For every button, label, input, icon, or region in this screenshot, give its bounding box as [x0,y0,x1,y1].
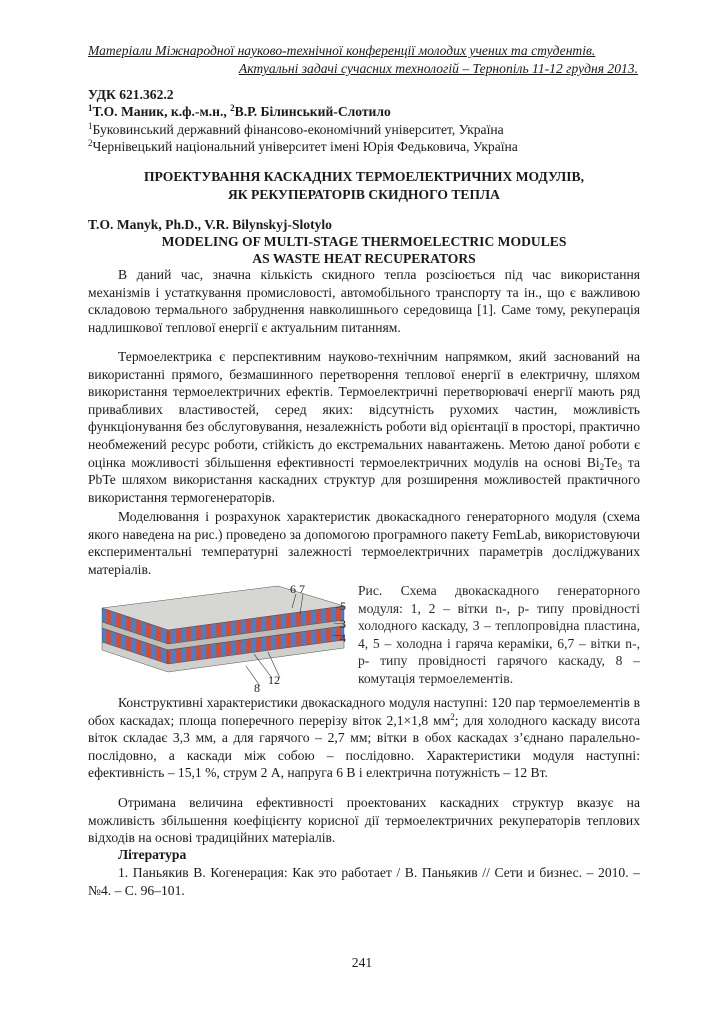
paragraph-intro: В даний час, значна кількість скидного тепла розсіюється під час використання механізмів і устаткування промисловості, автомобільного транспорту та ін., що є важливою складовою термального забруднення навколишнього середовища [1]. Саме тому, рекуперація надлишкової теплової енергії є актуальним питанням. [88,267,640,335]
label-3: 3 [340,617,346,631]
title-en-line1: MODELING OF MULTI-STAGE THERMOELECTRIC MODULES [161,234,567,249]
label-1-2: 12 [268,673,280,687]
authors-en: T.O. Manyk, Ph.D., V.R. Bilynskyj-Slotylo [88,217,332,232]
label-8: 8 [254,681,260,692]
title-ua-line2: ЯК РЕКУПЕРАТОРІВ СКИДНОГО ТЕПЛА [227,187,501,202]
udk-code: УДК 621.362.2 [88,87,174,102]
label-4: 4 [340,631,346,645]
affiliation-2-text: Чернівецький національний університет імені Юрія Федьковича, Україна [92,139,518,154]
author2: В.Р. Білинський-Слотило [234,104,391,119]
affiliation-2 [88,138,518,156]
p2-text-b: Te [604,454,618,470]
literature-title: Література [118,847,187,862]
label-6-7: 6 7 [290,582,305,596]
author1: Т.О. Маник, к.ф.-м.н., [92,104,231,119]
paragraph-characteristics [88,694,640,782]
affiliation-1-number: 1 [88,121,93,131]
author2-number: 2 [230,103,235,113]
title-en-line2: AS WASTE HEAT RECUPERATORS [252,251,476,266]
affiliation-2-number: 2 [88,138,93,148]
affiliation-1-text: Буковинський державний фінансово-економічний університет, Україна [92,122,504,137]
p2-subscript-1: 2 [599,461,605,472]
module-schematic-figure [96,580,348,692]
p4-text-b: ; для холодного каскаду висота віток складає 3,3 мм, а для гарячого – 2,7 мм; вітки в обох каскадах з’єднано паралельно-послідовно, а каскади між собою – послідовно. Характеристики модуля наступні: ефективність – 15,1 %, струм 2 А, напруга 6 В і електрична потужність – 12 Вт. [88,712,640,781]
paragraph-thermoelectrics [88,348,640,506]
figure-caption: Рис. Схема двокаскадного генераторного модуля: 1, 2 – вітки n-, p- типу провідності холодного каскаду, 3 – теплопровідна пластина, 4, 5 – холодна і гаряча кераміки, 6,7 – вітки n-, p- типу провідності гарячого каскаду, 8 – комутація термоелементів. [358,583,640,686]
conference-header-line2: Актуальні задачі сучасних технологій – Тернопіль 11-12 грудня 2013. [238,61,638,76]
p4-superscript: 2 [450,711,455,722]
p2-text-a: Термоелектрика є перспективним науково-технічним напрямком, який заснований на використанні прямого, безмашинного перетворення теплової енергії в електричну, шляхом використання термоелектричних ефектів. Термоелектричні перетворювачі енергії мають ряд привабливих властивостей, серед яких: відсутність рухомих частин, можливість функціонування без обслуговування, незалежність роботи від орієнтації в просторі, практично необмежений ресурс роботи, стійкість до екстремальних навантажень. Метою даної роботи є оцінка можливості збільшення ефективності термоелектричних модулів на основі Bi [88,349,640,470]
p2-subscript-2: 3 [617,461,623,472]
paragraph-modeling: Моделювання і розрахунок характеристик двокаскадного генераторного модуля (схема якого наведена на рис.) проведено за допомогою програмного пакету FemLab, використовуючи експериментальні температурні залежності термоелектричних параметрів досліджуваних матеріалів. [88,509,640,577]
p4-text-a: Конструктивні характеристики двокаскадного модуля наступні: 120 пар термоелементів в обох каскадах; площа поперечного перерізу віток 2,1×1,8 мм [88,695,640,728]
affiliation-1 [88,121,504,139]
title-ua-line1: ПРОЕКТУВАННЯ КАСКАДНИХ ТЕРМОЕЛЕКТРИЧНИХ МОДУЛІВ, [143,169,585,184]
conference-header-line1: Матеріали Міжнародної науково-технічної конференції молодих учених та студентів. [88,43,596,58]
authors-line [88,103,391,121]
label-5: 5 [340,599,346,613]
reference-1: 1. Паньякив В. Когенерация: Как это работает / В. Паньякив // Сети и бизнес. – 2010. – №4. – С. 96–101. [88,865,640,898]
p2-text-c: та PbTe шляхом використання каскадних структур для розширення можливостей практичного використання термогенераторів. [88,454,640,505]
paragraph-conclusion: Отримана величина ефективності проектованих каскадних структур вказує на можливість збільшення коефіцієнту корисної дії термоелектричних рекуператорів теплових відходів на основі традиційних матеріалів. [88,795,640,846]
page-number: 241 [351,955,373,970]
author1-number: 1 [88,103,93,113]
